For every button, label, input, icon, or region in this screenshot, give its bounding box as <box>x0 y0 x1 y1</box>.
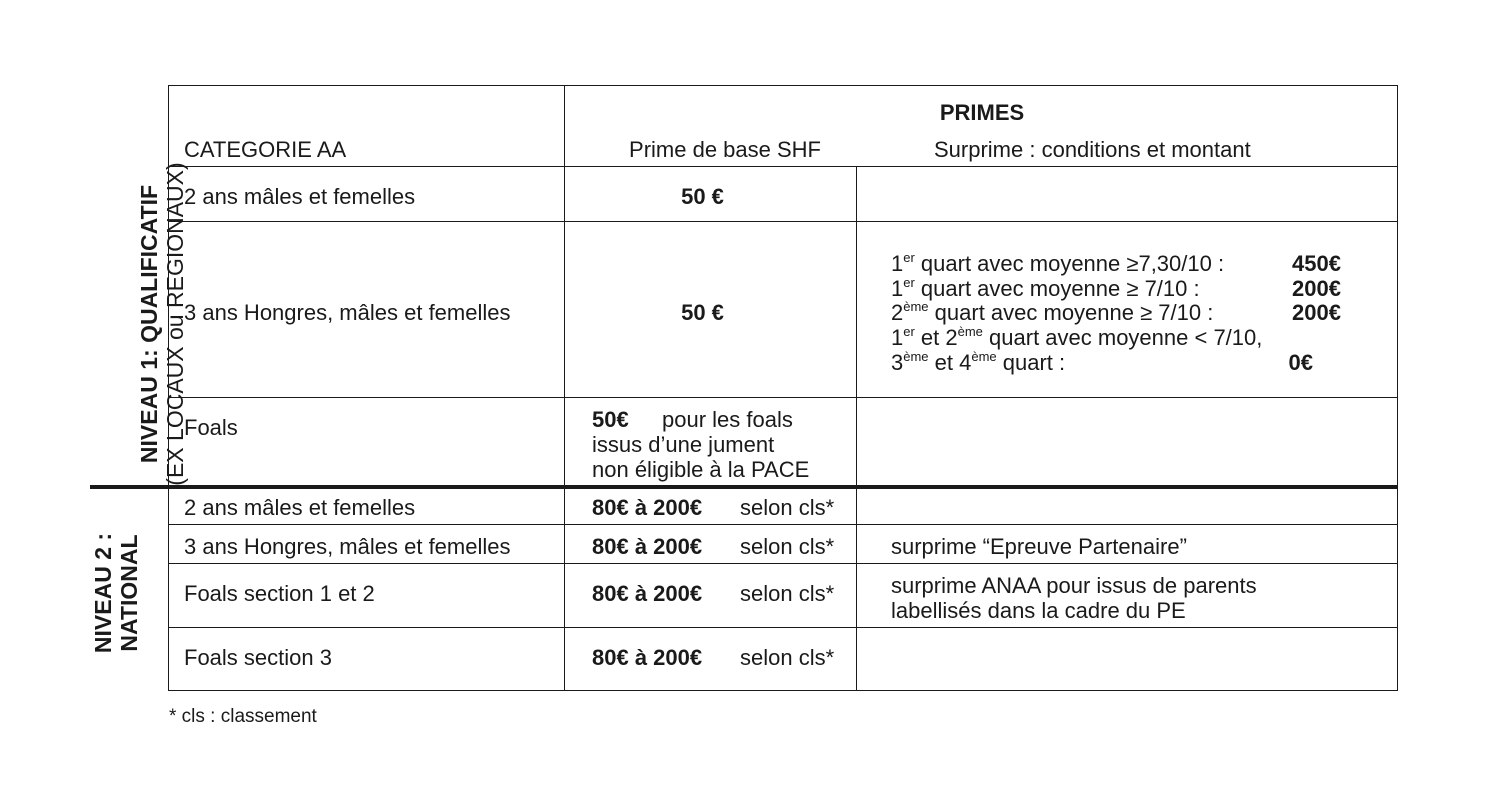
bonus-ordinal-suffix: ème <box>957 324 983 339</box>
level-divider <box>90 485 1398 489</box>
row5-base-suffix: selon cls* <box>740 534 835 559</box>
bonus-line <box>891 325 1262 350</box>
row6-base-amount: 80€ à 200€ <box>592 581 703 606</box>
row3-category: Foals <box>184 415 238 440</box>
bonus-ordinal-suffix: ème <box>903 299 929 314</box>
bonus-amount: 200€ <box>1292 276 1341 301</box>
bonus-ordinal-suffix: ème <box>903 349 929 364</box>
level1-title: NIVEAU 1: QUALIFICATIF <box>136 184 162 464</box>
bonus-ordinal: 1 <box>891 276 904 301</box>
bonus-amount: 0€ <box>1288 350 1313 375</box>
row4-category: 2 ans mâles et femelles <box>184 495 416 520</box>
row-separator <box>168 221 1398 222</box>
row5-category: 3 ans Hongres, mâles et femelles <box>184 534 511 559</box>
row1-category: 2 ans mâles et femelles <box>184 184 416 209</box>
row3-base-line2: issus d’une jument <box>592 432 775 457</box>
row7-category: Foals section 3 <box>184 645 332 670</box>
table-top-border <box>168 85 1398 86</box>
level2-title-line2: NATIONAL <box>116 534 142 652</box>
row-separator <box>168 397 1398 398</box>
header-surprime: Surprime : conditions et montant <box>934 137 1251 162</box>
row-separator <box>168 563 1398 564</box>
header-base-prime: Prime de base SHF <box>629 137 821 162</box>
bonus-line <box>891 276 1200 301</box>
row-separator <box>168 627 1398 628</box>
bonus-ordinal-suffix: er <box>903 324 915 339</box>
row6-base-suffix: selon cls* <box>740 581 835 606</box>
bonus-amount: 450€ <box>1292 251 1341 276</box>
column-separator-category <box>564 85 565 691</box>
row2-category: 3 ans Hongres, mâles et femelles <box>184 300 511 325</box>
header-category: CATEGORIE AA <box>184 137 347 162</box>
bonus-amount: 200€ <box>1292 300 1341 325</box>
bonus-ordinal-suffix: ème <box>971 349 997 364</box>
row7-base-suffix: selon cls* <box>740 645 835 670</box>
row6-surprime-line1: surprime ANAA pour issus de parents <box>891 573 1257 598</box>
bonus-condition: quart avec moyenne ≥7,30/10 : <box>914 251 1225 276</box>
row5-surprime: surprime “Epreuve Partenaire” <box>891 534 1187 559</box>
header-primes: PRIMES <box>939 100 1025 125</box>
bonus-ordinal: 1 <box>891 325 904 350</box>
row7-base-amount: 80€ à 200€ <box>592 645 703 670</box>
row6-surprime-line2: labellisés dans la cadre du PE <box>891 598 1186 623</box>
bonus-condition: quart : <box>996 350 1066 375</box>
column-separator-base <box>856 166 857 691</box>
level1-label <box>136 124 188 524</box>
row6-category: Foals section 1 et 2 <box>184 581 375 606</box>
bonus-line <box>891 300 1213 325</box>
table-bottom-border <box>168 690 1398 691</box>
row1-base: 50 € <box>681 184 724 209</box>
bonus-ordinal: et 2 <box>914 325 958 350</box>
row5-base-amount: 80€ à 200€ <box>592 534 703 559</box>
bonus-ordinal-suffix: er <box>903 250 915 265</box>
bonus-ordinal: et 4 <box>928 350 972 375</box>
row4-base-suffix: selon cls* <box>740 495 835 520</box>
bonus-ordinal: 1 <box>891 251 904 276</box>
level2-title-line1: NIVEAU 2 : <box>90 532 116 654</box>
row4-base-amount: 80€ à 200€ <box>592 495 703 520</box>
row3-base-line3: non éligible à la PACE <box>592 457 810 482</box>
footnote: * cls : classement <box>169 706 317 727</box>
bonus-condition: quart avec moyenne ≥ 7/10 : <box>914 276 1200 301</box>
level2-label <box>90 493 142 693</box>
bonus-line <box>891 350 1065 375</box>
bonus-condition: quart avec moyenne ≥ 7/10 : <box>928 300 1214 325</box>
row2-base: 50 € <box>681 300 724 325</box>
row-separator <box>168 524 1398 525</box>
bonus-condition: quart avec moyenne < 7/10, <box>982 325 1263 350</box>
row3-base-amount: 50€ <box>592 407 629 432</box>
row3-base-line1: pour les foals <box>662 407 793 432</box>
level1-subtitle: (EX LOCAUX ou REGIONAUX) <box>162 162 188 486</box>
bonus-ordinal: 3 <box>891 350 904 375</box>
table-right-border <box>1397 85 1398 691</box>
bonus-line <box>891 251 1224 276</box>
bonus-ordinal: 2 <box>891 300 904 325</box>
row-separator <box>168 166 1398 167</box>
bonus-ordinal-suffix: er <box>903 275 915 290</box>
